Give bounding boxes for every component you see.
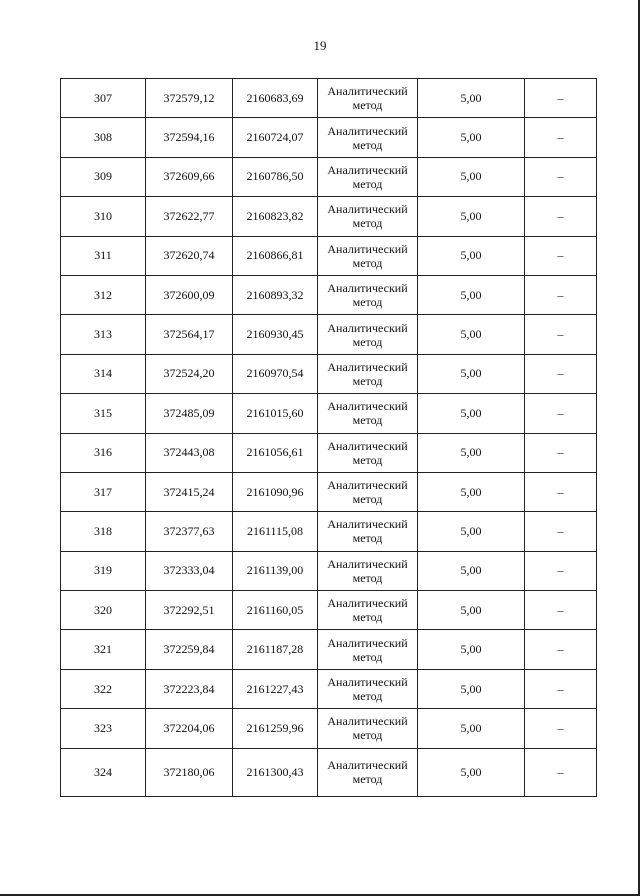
method-line-2: метод <box>352 452 383 467</box>
y-coordinate-cell: 2160724,07 <box>233 118 318 157</box>
coordinates-table <box>60 78 597 797</box>
point-number-cell: 313 <box>61 315 146 354</box>
method-line-2: метод <box>352 413 383 428</box>
note-cell: – <box>525 551 597 590</box>
method-cell <box>318 197 418 236</box>
y-coordinate-cell: 2160866,81 <box>233 236 318 275</box>
accuracy-cell: 5,00 <box>418 315 525 354</box>
method-line-2: метод <box>352 728 383 743</box>
y-coordinate-cell: 2161300,43 <box>233 748 318 796</box>
x-coordinate-cell: 372180,06 <box>146 748 233 796</box>
accuracy-cell: 5,00 <box>418 197 525 236</box>
accuracy-cell: 5,00 <box>418 354 525 393</box>
method-cell <box>318 275 418 314</box>
y-coordinate-cell: 2160970,54 <box>233 354 318 393</box>
table-row <box>61 118 597 157</box>
accuracy-cell: 5,00 <box>418 275 525 314</box>
method-cell <box>318 669 418 708</box>
note-cell: – <box>525 157 597 196</box>
method-cell <box>318 551 418 590</box>
method-cell <box>318 472 418 511</box>
note-cell: – <box>525 197 597 236</box>
table-row <box>61 669 597 708</box>
note-cell: – <box>525 669 597 708</box>
method-cell <box>318 433 418 472</box>
point-number-cell: 308 <box>61 118 146 157</box>
table-row <box>61 551 597 590</box>
method-line-2: метод <box>352 98 383 113</box>
table-row <box>61 79 597 118</box>
method-line-2: метод <box>352 216 383 231</box>
x-coordinate-cell: 372292,51 <box>146 591 233 630</box>
note-cell: – <box>525 394 597 433</box>
point-number-cell: 320 <box>61 591 146 630</box>
x-coordinate-cell: 372333,04 <box>146 551 233 590</box>
accuracy-cell: 5,00 <box>418 748 525 796</box>
method-line-2: метод <box>352 689 383 704</box>
x-coordinate-cell: 372622,77 <box>146 197 233 236</box>
method-line-1: Аналитический <box>327 556 408 571</box>
method-cell <box>318 315 418 354</box>
y-coordinate-cell: 2160893,32 <box>233 275 318 314</box>
point-number-cell: 323 <box>61 709 146 748</box>
method-line-1: Аналитический <box>327 162 408 177</box>
point-number-cell: 309 <box>61 157 146 196</box>
point-number-cell: 317 <box>61 472 146 511</box>
x-coordinate-cell: 372259,84 <box>146 630 233 669</box>
method-line-1: Аналитический <box>327 478 408 493</box>
point-number-cell: 319 <box>61 551 146 590</box>
accuracy-cell: 5,00 <box>418 236 525 275</box>
x-coordinate-cell: 372609,66 <box>146 157 233 196</box>
method-line-1: Аналитический <box>327 202 408 217</box>
y-coordinate-cell: 2160683,69 <box>233 79 318 118</box>
method-line-1: Аналитический <box>327 281 408 296</box>
table-row <box>61 354 597 393</box>
method-line-2: метод <box>352 531 383 546</box>
x-coordinate-cell: 372620,74 <box>146 236 233 275</box>
method-line-2: метод <box>352 295 383 310</box>
table-row <box>61 315 597 354</box>
table-row <box>61 472 597 511</box>
table-row <box>61 433 597 472</box>
accuracy-cell: 5,00 <box>418 630 525 669</box>
y-coordinate-cell: 2161139,00 <box>233 551 318 590</box>
method-line-2: метод <box>352 334 383 349</box>
x-coordinate-cell: 372594,16 <box>146 118 233 157</box>
accuracy-cell: 5,00 <box>418 709 525 748</box>
x-coordinate-cell: 372485,09 <box>146 394 233 433</box>
note-cell: – <box>525 236 597 275</box>
point-number-cell: 318 <box>61 512 146 551</box>
point-number-cell: 322 <box>61 669 146 708</box>
method-line-1: Аналитический <box>327 758 408 773</box>
accuracy-cell: 5,00 <box>418 591 525 630</box>
point-number-cell: 312 <box>61 275 146 314</box>
y-coordinate-cell: 2161115,08 <box>233 512 318 551</box>
coordinates-table-body <box>61 79 597 797</box>
x-coordinate-cell: 372377,63 <box>146 512 233 551</box>
point-number-cell: 324 <box>61 748 146 796</box>
point-number-cell: 321 <box>61 630 146 669</box>
method-cell <box>318 591 418 630</box>
method-line-1: Аналитический <box>327 596 408 611</box>
note-cell: – <box>525 354 597 393</box>
note-cell: – <box>525 591 597 630</box>
x-coordinate-cell: 372204,06 <box>146 709 233 748</box>
method-cell <box>318 630 418 669</box>
method-line-1: Аналитический <box>327 675 408 690</box>
table-row <box>61 709 597 748</box>
method-line-2: метод <box>352 137 383 152</box>
accuracy-cell: 5,00 <box>418 157 525 196</box>
accuracy-cell: 5,00 <box>418 551 525 590</box>
table-row <box>61 630 597 669</box>
table-row <box>61 748 597 796</box>
accuracy-cell: 5,00 <box>418 79 525 118</box>
note-cell: – <box>525 315 597 354</box>
method-cell <box>318 118 418 157</box>
method-line-1: Аналитический <box>327 438 408 453</box>
table-row <box>61 236 597 275</box>
accuracy-cell: 5,00 <box>418 118 525 157</box>
method-cell <box>318 709 418 748</box>
x-coordinate-cell: 372579,12 <box>146 79 233 118</box>
x-coordinate-cell: 372524,20 <box>146 354 233 393</box>
accuracy-cell: 5,00 <box>418 669 525 708</box>
method-cell <box>318 354 418 393</box>
accuracy-cell: 5,00 <box>418 512 525 551</box>
note-cell: – <box>525 433 597 472</box>
note-cell: – <box>525 275 597 314</box>
method-line-1: Аналитический <box>327 84 408 99</box>
method-line-1: Аналитический <box>327 714 408 729</box>
method-line-1: Аналитический <box>327 241 408 256</box>
note-cell: – <box>525 630 597 669</box>
note-cell: – <box>525 748 597 796</box>
method-line-1: Аналитический <box>327 123 408 138</box>
x-coordinate-cell: 372415,24 <box>146 472 233 511</box>
y-coordinate-cell: 2161160,05 <box>233 591 318 630</box>
method-line-2: метод <box>352 373 383 388</box>
method-line-1: Аналитический <box>327 399 408 414</box>
y-coordinate-cell: 2160930,45 <box>233 315 318 354</box>
method-cell <box>318 512 418 551</box>
method-line-2: метод <box>352 255 383 270</box>
point-number-cell: 307 <box>61 79 146 118</box>
method-cell <box>318 157 418 196</box>
method-line-2: метод <box>352 570 383 585</box>
method-line-2: метод <box>352 610 383 625</box>
method-line-2: метод <box>352 176 383 191</box>
table-row <box>61 394 597 433</box>
table-row <box>61 197 597 236</box>
y-coordinate-cell: 2161227,43 <box>233 669 318 708</box>
y-coordinate-cell: 2161187,28 <box>233 630 318 669</box>
point-number-cell: 314 <box>61 354 146 393</box>
point-number-cell: 315 <box>61 394 146 433</box>
table-row <box>61 591 597 630</box>
point-number-cell: 310 <box>61 197 146 236</box>
note-cell: – <box>525 512 597 551</box>
method-line-1: Аналитический <box>327 359 408 374</box>
y-coordinate-cell: 2161056,61 <box>233 433 318 472</box>
accuracy-cell: 5,00 <box>418 433 525 472</box>
method-line-1: Аналитический <box>327 635 408 650</box>
note-cell: – <box>525 709 597 748</box>
method-line-2: метод <box>352 492 383 507</box>
method-cell <box>318 79 418 118</box>
method-line-1: Аналитический <box>327 320 408 335</box>
table-row <box>61 512 597 551</box>
point-number-cell: 311 <box>61 236 146 275</box>
y-coordinate-cell: 2161259,96 <box>233 709 318 748</box>
table-row <box>61 275 597 314</box>
note-cell: – <box>525 79 597 118</box>
method-line-2: метод <box>352 649 383 664</box>
y-coordinate-cell: 2160823,82 <box>233 197 318 236</box>
x-coordinate-cell: 372564,17 <box>146 315 233 354</box>
x-coordinate-cell: 372223,84 <box>146 669 233 708</box>
page-number: 19 <box>313 38 327 53</box>
y-coordinate-cell: 2161015,60 <box>233 394 318 433</box>
note-cell: – <box>525 472 597 511</box>
table-row <box>61 157 597 196</box>
accuracy-cell: 5,00 <box>418 394 525 433</box>
point-number-cell: 316 <box>61 433 146 472</box>
method-cell <box>318 394 418 433</box>
method-line-2: метод <box>352 772 383 787</box>
method-line-1: Аналитический <box>327 517 408 532</box>
y-coordinate-cell: 2161090,96 <box>233 472 318 511</box>
y-coordinate-cell: 2160786,50 <box>233 157 318 196</box>
note-cell: – <box>525 118 597 157</box>
method-cell <box>318 748 418 796</box>
x-coordinate-cell: 372443,08 <box>146 433 233 472</box>
x-coordinate-cell: 372600,09 <box>146 275 233 314</box>
accuracy-cell: 5,00 <box>418 472 525 511</box>
method-cell <box>318 236 418 275</box>
